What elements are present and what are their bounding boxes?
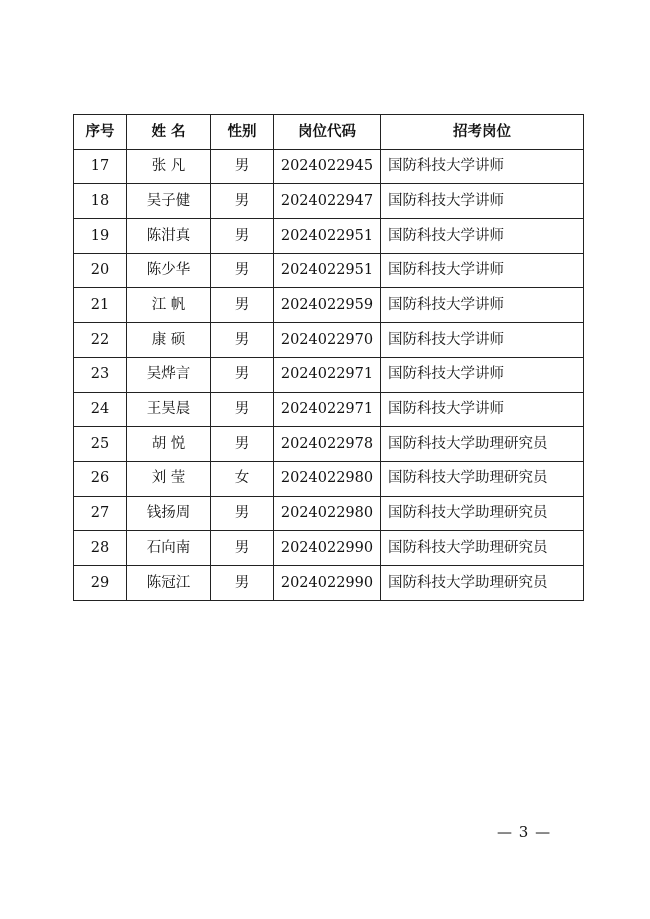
table-body	[74, 149, 584, 600]
table-row	[74, 357, 584, 392]
cell-position: 国防科技大学讲师	[381, 323, 584, 358]
cell-code: 2024022980	[274, 496, 381, 531]
cell-gender: 男	[211, 149, 274, 184]
table-row	[74, 253, 584, 288]
cell-position: 国防科技大学讲师	[381, 357, 584, 392]
cell-name: 康 硕	[127, 323, 211, 358]
cell-gender: 男	[211, 288, 274, 323]
cell-name: 吴子健	[127, 184, 211, 219]
cell-no: 28	[74, 531, 127, 566]
cell-gender: 男	[211, 531, 274, 566]
header-position: 招考岗位	[381, 115, 584, 150]
cell-no: 24	[74, 392, 127, 427]
cell-code: 2024022971	[274, 392, 381, 427]
cell-name: 石向南	[127, 531, 211, 566]
cell-gender: 女	[211, 461, 274, 496]
cell-code: 2024022951	[274, 253, 381, 288]
cell-no: 21	[74, 288, 127, 323]
cell-no: 20	[74, 253, 127, 288]
cell-name: 钱扬周	[127, 496, 211, 531]
cell-gender: 男	[211, 323, 274, 358]
cell-no: 17	[74, 149, 127, 184]
cell-gender: 男	[211, 392, 274, 427]
cell-code: 2024022947	[274, 184, 381, 219]
header-code: 岗位代码	[274, 115, 381, 150]
table-row	[74, 149, 584, 184]
table-row	[74, 219, 584, 254]
cell-code: 2024022971	[274, 357, 381, 392]
table-header-row	[74, 115, 584, 150]
cell-no: 25	[74, 427, 127, 462]
cell-position: 国防科技大学讲师	[381, 392, 584, 427]
cell-position: 国防科技大学讲师	[381, 253, 584, 288]
cell-no: 19	[74, 219, 127, 254]
cell-no: 22	[74, 323, 127, 358]
cell-gender: 男	[211, 219, 274, 254]
cell-code: 2024022945	[274, 149, 381, 184]
cell-name: 陈泔真	[127, 219, 211, 254]
cell-position: 国防科技大学讲师	[381, 219, 584, 254]
cell-name: 陈少华	[127, 253, 211, 288]
table-row	[74, 427, 584, 462]
cell-name: 江 帆	[127, 288, 211, 323]
table-row	[74, 288, 584, 323]
cell-gender: 男	[211, 184, 274, 219]
cell-name: 胡 悦	[127, 427, 211, 462]
table-row	[74, 184, 584, 219]
table-row	[74, 461, 584, 496]
candidate-table	[73, 114, 584, 601]
cell-gender: 男	[211, 565, 274, 600]
cell-code: 2024022980	[274, 461, 381, 496]
cell-position: 国防科技大学助理研究员	[381, 496, 584, 531]
cell-name: 王昊晨	[127, 392, 211, 427]
cell-gender: 男	[211, 357, 274, 392]
cell-code: 2024022978	[274, 427, 381, 462]
cell-gender: 男	[211, 253, 274, 288]
cell-position: 国防科技大学讲师	[381, 149, 584, 184]
cell-gender: 男	[211, 427, 274, 462]
cell-position: 国防科技大学助理研究员	[381, 461, 584, 496]
cell-gender: 男	[211, 496, 274, 531]
cell-code: 2024022951	[274, 219, 381, 254]
cell-code: 2024022990	[274, 531, 381, 566]
cell-no: 29	[74, 565, 127, 600]
cell-position: 国防科技大学讲师	[381, 288, 584, 323]
table-row	[74, 392, 584, 427]
cell-no: 26	[74, 461, 127, 496]
cell-no: 23	[74, 357, 127, 392]
cell-name: 陈冠江	[127, 565, 211, 600]
table-row	[74, 531, 584, 566]
cell-no: 27	[74, 496, 127, 531]
table-row	[74, 323, 584, 358]
page-number: — 3 —	[497, 823, 552, 841]
table-row	[74, 565, 584, 600]
header-gender: 性别	[211, 115, 274, 150]
header-name: 姓 名	[127, 115, 211, 150]
cell-position: 国防科技大学助理研究员	[381, 427, 584, 462]
table-row	[74, 496, 584, 531]
cell-no: 18	[74, 184, 127, 219]
cell-name: 张 凡	[127, 149, 211, 184]
header-no: 序号	[74, 115, 127, 150]
cell-code: 2024022959	[274, 288, 381, 323]
cell-position: 国防科技大学助理研究员	[381, 531, 584, 566]
cell-name: 吴烨言	[127, 357, 211, 392]
cell-position: 国防科技大学讲师	[381, 184, 584, 219]
cell-name: 刘 莹	[127, 461, 211, 496]
cell-position: 国防科技大学助理研究员	[381, 565, 584, 600]
cell-code: 2024022990	[274, 565, 381, 600]
cell-code: 2024022970	[274, 323, 381, 358]
